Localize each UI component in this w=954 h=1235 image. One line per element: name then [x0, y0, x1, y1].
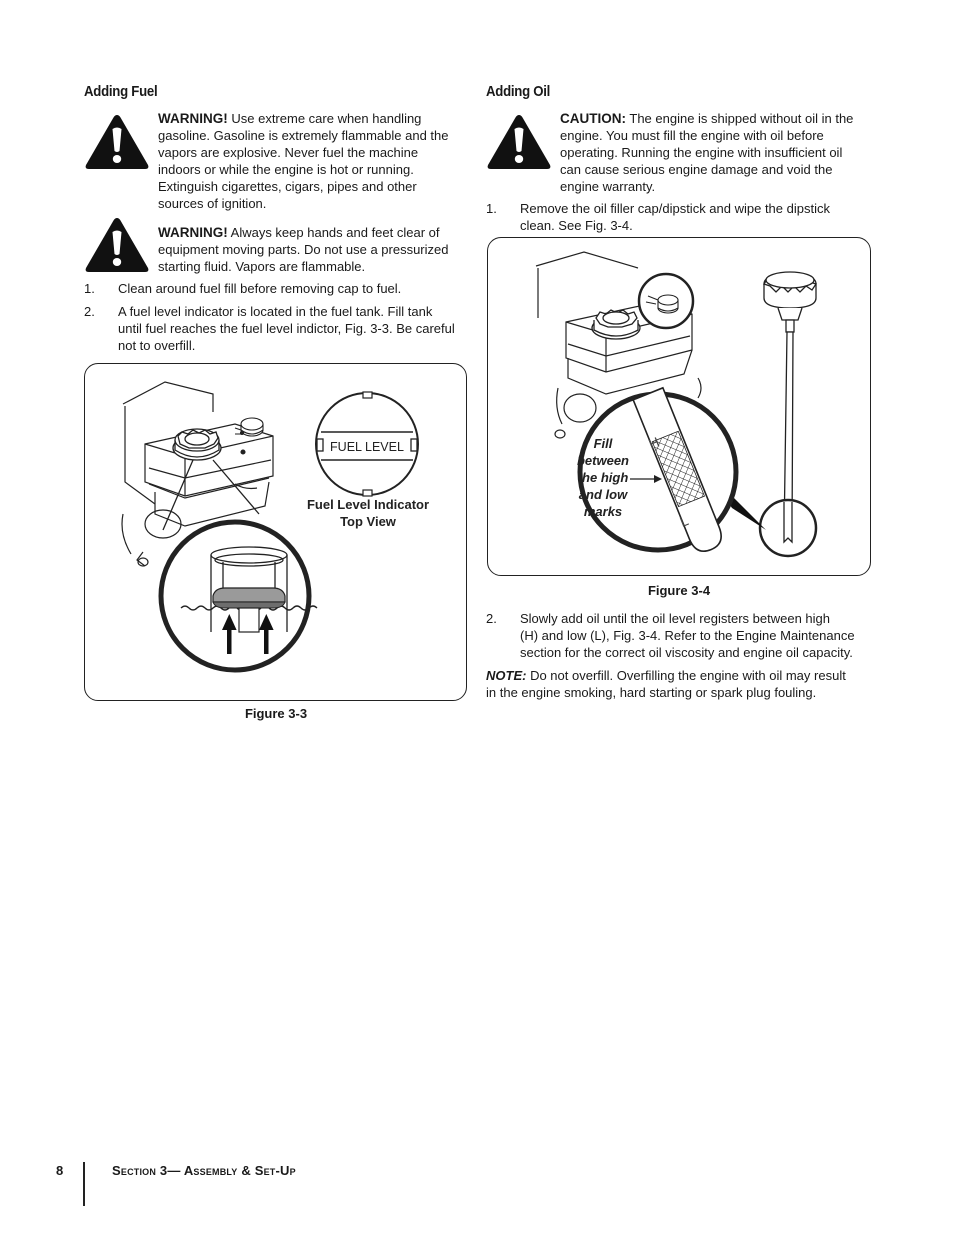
oil-step-2: [486, 610, 876, 661]
fuel-level-gauge-label: FUEL LEVEL: [330, 440, 404, 454]
warning-text: Always keep hands and feet clear of: [227, 225, 440, 240]
caution-text: The engine is shipped without oil in the: [626, 111, 854, 126]
dipstick-low-mark: L: [677, 512, 691, 530]
fuel-warning-2: [158, 224, 468, 275]
step-text: clean. See Fig. 3-4.: [520, 218, 633, 233]
warning-text: vapors are explosive. Never fuel the machine: [158, 145, 419, 160]
oil-dipstick-illustration: [488, 238, 870, 575]
step-text: Slowly add oil until the oil level registers between high: [520, 611, 831, 626]
fuel-indicator-label-line1: Fuel Level Indicator: [306, 497, 430, 512]
warning-text: sources of ignition.: [158, 196, 267, 211]
caution-triangle-icon: [486, 113, 552, 171]
adding-oil-heading: Adding Oil: [486, 83, 551, 100]
fill-instruction-line: between: [576, 453, 630, 468]
step-number: 2.: [84, 304, 95, 319]
oil-note: [486, 667, 876, 701]
warning-triangle-icon: [84, 216, 150, 274]
fuel-tank-illustration: [85, 364, 466, 700]
caution-text: can cause serious engine damage and void the: [560, 162, 833, 177]
step-text: section for the correct oil viscosity and engine oil capacity.: [520, 645, 853, 660]
caution-text: operating. Running the engine with insufficient oil: [560, 145, 843, 160]
fuel-indicator-label-line2: Top View: [340, 514, 396, 529]
caution-label: CAUTION:: [560, 111, 626, 126]
note-text: Do not overfill. Overfilling the engine with oil may result: [526, 668, 846, 683]
fuel-step-1: [84, 280, 468, 297]
note-label: NOTE:: [486, 668, 527, 683]
fill-instruction-line: marks: [583, 504, 623, 519]
warning-text: indoors or while the engine is hot or running.: [158, 162, 414, 177]
step-number: 2.: [486, 611, 497, 626]
fill-instruction-line: and low: [578, 487, 628, 502]
caution-text: engine warranty.: [560, 179, 656, 194]
fill-instruction-line: Fill: [593, 436, 613, 451]
step-text: (H) and low (L), Fig. 3-4. Refer to the Engine Maintenance: [520, 628, 855, 643]
warning-text: gasoline. Gasoline is extremely flammable and the: [158, 128, 449, 143]
warning-label: WARNING!: [158, 225, 228, 240]
fuel-step-2: [84, 303, 468, 354]
warning-text: starting fluid. Vapors are flammable.: [158, 259, 366, 274]
warning-text: equipment moving parts. Do not use a pressurized: [158, 242, 449, 257]
fill-instruction-line: the high: [577, 470, 629, 485]
oil-step-1: [486, 200, 876, 234]
figure-3-3-frame: [84, 363, 467, 701]
figure-3-3-caption: Figure 3-3: [244, 706, 308, 721]
step-text: until fuel reaches the fuel level indictor, Fig. 3-3. Be careful: [118, 321, 455, 336]
footer-section-title: Section 3— Assembly & Set-Up: [112, 1163, 296, 1178]
fuel-warning-1: [158, 110, 468, 212]
figure-3-4-caption: Figure 3-4: [647, 583, 711, 598]
step-number: 1.: [486, 201, 497, 216]
warning-text: Use extreme care when handling: [227, 111, 422, 126]
footer-divider: [83, 1162, 85, 1206]
figure-3-4-frame: [487, 237, 871, 576]
note-text: in the engine smoking, hard starting or spark plug fouling.: [486, 685, 817, 700]
warning-triangle-icon: [84, 113, 150, 171]
step-text: not to overfill.: [118, 338, 196, 353]
dipstick-high-mark: H: [646, 433, 662, 453]
oil-caution: [560, 110, 875, 195]
warning-text: Extinguish cigarettes, cigars, pipes and other: [158, 179, 417, 194]
adding-fuel-heading: Adding Fuel: [84, 83, 158, 100]
warning-label: WARNING!: [158, 111, 228, 126]
step-number: 1.: [84, 281, 95, 296]
step-text: Clean around fuel fill before removing cap to fuel.: [118, 281, 402, 296]
caution-text: engine. You must fill the engine with oil before: [560, 128, 824, 143]
step-text: Remove the oil filler cap/dipstick and wipe the dipstick: [520, 201, 830, 216]
step-text: A fuel level indicator is located in the fuel tank. Fill tank: [118, 304, 433, 319]
page-number: 8: [56, 1163, 64, 1178]
